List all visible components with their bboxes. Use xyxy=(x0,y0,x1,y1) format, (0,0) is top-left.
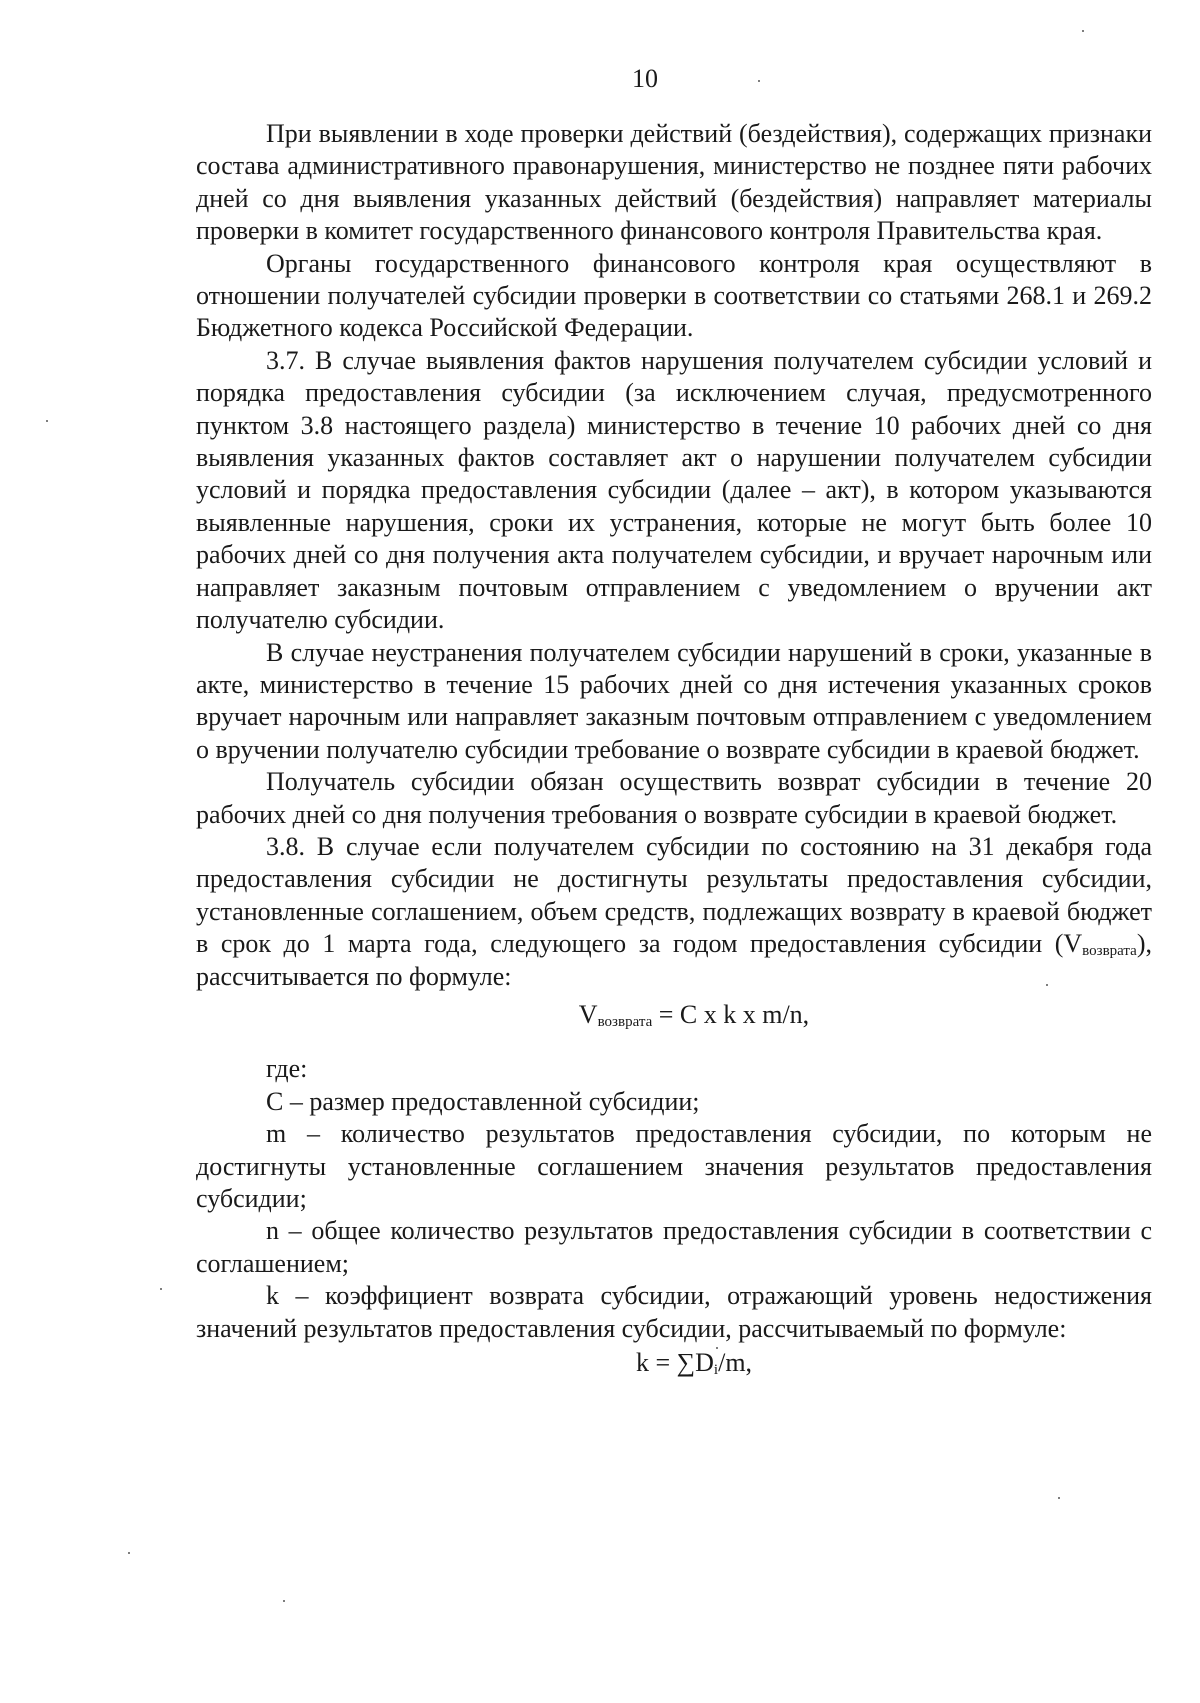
paragraph-financial-control: Органы государственного финансового контроля края осуществляют в отношении получателей субсидии проверки в соответствии со статьями 268.1 и 269.2 Бюджетного кодекса Российской Федерации. xyxy=(196,248,1152,343)
definition-n: n – общее количество результатов предоставления субсидии в соответствии с соглашением; xyxy=(196,1216,1152,1278)
scan-speck xyxy=(46,420,48,422)
formula-k-subscript: i xyxy=(713,1362,719,1379)
scan-speck xyxy=(160,1288,162,1290)
scan-speck xyxy=(1046,984,1048,986)
paragraph-3-8-subscript: возврата xyxy=(1082,943,1137,960)
formula-coefficient-k xyxy=(196,1347,1152,1379)
scan-speck xyxy=(128,1552,130,1554)
paragraph-return-obligation: Получатель субсидии обязан осуществить возврат субсидии в течение 20 рабочих дней со дня получения требования о возврате субсидии в краевой бюджет. xyxy=(196,767,1152,829)
formula-k-rhs: /m, xyxy=(718,1348,753,1378)
paragraph-inspection-violations: При выявлении в ходе проверки действий (бездействия), содержащих признаки состава административного правонарушения, министерство не позднее пяти рабочих дней со дня выявления указанных действий (бездействия) направляет материалы проверки в комитет государственного финансового контроля Правительства края. xyxy=(196,119,1152,246)
document-body xyxy=(196,118,1152,1379)
formula-return-volume xyxy=(196,999,1152,1031)
paragraph-3-8-text: 3.8. В случае если получателем субсидии по состоянию на 31 декабря года предоставления субсидии не достигнуты результаты предоставления субсидии, установленные соглашением, объем средств, подлежащих возврату в краевой бюджет в срок до 1 марта года, следующего за годом предоставления субсидии (V xyxy=(196,831,1152,959)
formula-k-lhs: k = ∑D xyxy=(635,1348,714,1378)
formula-return-lhs: V xyxy=(578,999,598,1029)
paragraph-3-8 xyxy=(196,831,1152,993)
scan-speck xyxy=(283,1600,285,1602)
definition-k: k – коэффициент возврата субсидии, отражающий уровень недостижения значений результатов предоставления субсидии, рассчитываемый по формуле: xyxy=(196,1281,1152,1343)
paragraph-3-7: 3.7. В случае выявления фактов нарушения получателем субсидии условий и порядка предоставления субсидии (за исключением случая, предусмотренного пунктом 3.8 настоящего раздела) министерство в течение 10 рабочих дней со дня выявления указанных фактов составляет акт о нарушении получателем субсидии условий и порядка предоставления субсидии (далее – акт), в котором указываются выявленные нарушения, сроки их устранения, которые не могут быть более 10 рабочих дней со дня получения акта получателем субсидии, и вручает нарочным или направляет заказным почтовым отправлением с уведомлением о вручении акт получателю субсидии. xyxy=(196,345,1152,635)
formula-return-subscript: возврата xyxy=(597,1013,653,1030)
scan-speck xyxy=(1058,1497,1060,1499)
where-label: где: xyxy=(266,1054,308,1084)
scan-speck xyxy=(716,1347,718,1349)
definition-c: C – размер предоставленной субсидии; xyxy=(266,1086,700,1116)
paragraph-non-elimination: В случае неустранения получателем субсидии нарушений в сроки, указанные в акте, министерство в течение 15 рабочих дней со дня истечения указанных сроков вручает нарочным или направляет заказным почтовым отправлением с уведомлением о вручении получателю субсидии требование о возврате субсидии в краевой бюджет. xyxy=(196,637,1152,764)
scan-speck xyxy=(1082,30,1084,32)
paragraph-3-8-tail: ), рассчитывается по формуле: xyxy=(196,929,1152,991)
definition-m: m – количество результатов предоставления субсидии, по которым не достигнуты установленные соглашением значения результатов предоставления субсидии; xyxy=(196,1119,1152,1213)
page-number: 10 xyxy=(632,64,658,93)
scan-speck xyxy=(758,80,760,82)
formula-return-rhs: = C x k x m/n, xyxy=(652,999,810,1029)
